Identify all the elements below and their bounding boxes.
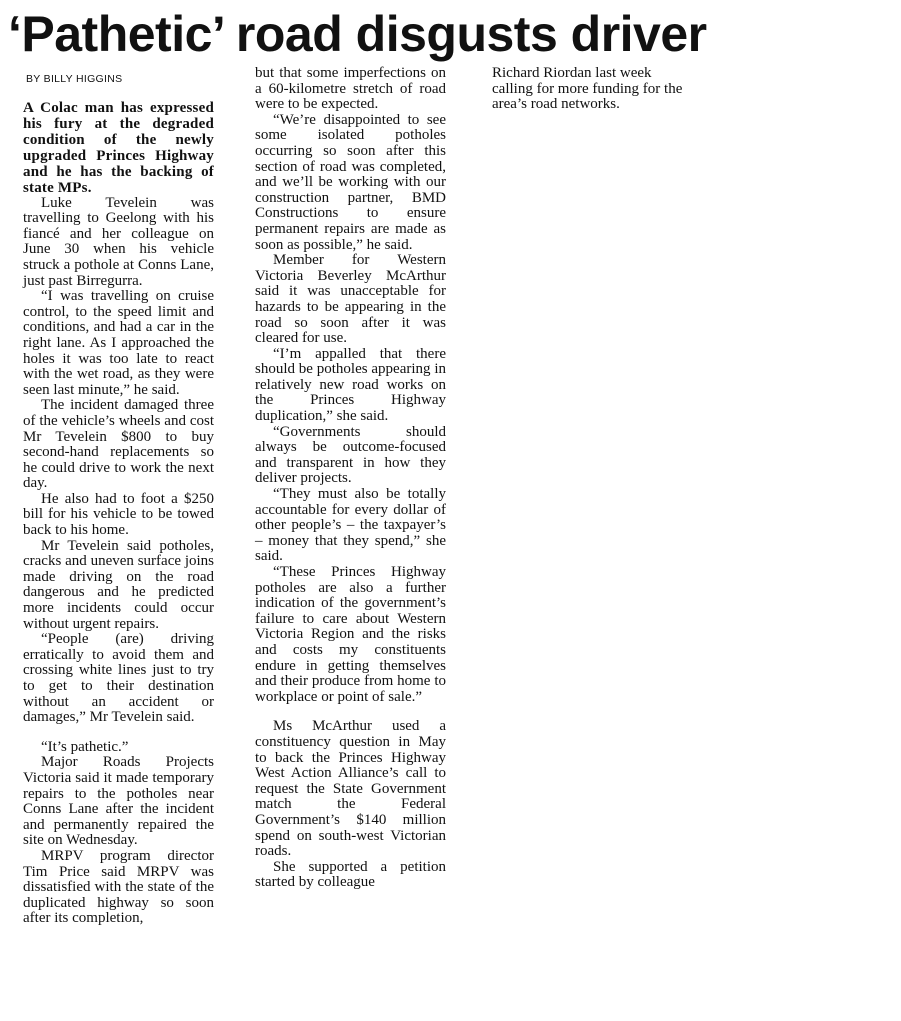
paragraph: “People (are) driving erratically to avoid them and crossing white lines just to try to get to their destination without an accident or damages,” Mr Tevelein said.: [23, 631, 214, 726]
paragraph: “I’m appalled that there should be potholes appearing in relatively new road works on the Princes Highway duplication,” she said.: [255, 345, 446, 425]
paragraph: “I was travelling on cruise control, to the speed limit and conditions, and had a car in the right lane. As I approached the holes it was too late to react with the wet road, as they were seen last minute,” he said.: [23, 288, 214, 398]
paragraph: Luke Tevelein was travelling to Geelong with his fiancé and her colleague on June 30 when his vehicle struck a pothole at Conns Lane, just past Birregurra.: [23, 194, 214, 289]
byline: BY BILLY HIGGINS: [26, 73, 123, 85]
paragraph: Member for Western Victoria Beverley McArthur said it was unacceptable for hazards to be appearing in the road so soon after it was cleared for use.: [255, 252, 446, 347]
paragraph: “Governments should always be outcome-focused and transparent in how they deliver projects.: [255, 423, 446, 487]
paragraph: She supported a petition started by colleague: [255, 858, 446, 891]
headline: ‘Pathetic’ road disgusts driver: [8, 6, 707, 62]
paragraph: The incident damaged three of the vehicle’s wheels and cost Mr Tevelein $800 to buy second-hand replacements so he could drive to work the next day.: [23, 397, 214, 492]
paragraph: He also had to foot a $250 bill for his vehicle to be towed back to his home.: [23, 490, 214, 539]
paragraph: Ms McArthur used a constituency question in May to back the Princes Highway West Action Alliance’s call to request the State Government match the Federal Government’s $140 million spend on south-west Victorian roads.: [255, 718, 446, 860]
column-2: [255, 66, 446, 891]
paragraph: “It’s pathetic.”: [41, 738, 129, 755]
lede: A Colac man has expressed his fury at the degraded condition of the newly upgraded Princes Highway and he has the backing of state MPs.: [23, 99, 214, 196]
paragraph: “We’re disappointed to see some isolated potholes occurring so soon after this section of road was completed, and we’ll be working with our construction partner, BMD Constructions to ensure permanent repairs are made as soon as possible,” he said.: [255, 111, 446, 253]
paragraph: but that some imperfections on a 60-kilometre stretch of road were to be expected.: [255, 65, 446, 113]
paragraph: Major Roads Projects Victoria said it made temporary repairs to the potholes near Conns Lane after the incident and permanently repaired the site on Wednesday.: [23, 754, 214, 849]
paragraph: Richard Riordan last week calling for more funding for the area’s road networks.: [492, 65, 683, 113]
paragraph: Mr Tevelein said potholes, cracks and uneven surface joins made driving on the road dangerous and he predicted more incidents could occur without urgent repairs.: [23, 537, 214, 632]
column-3: [492, 66, 683, 113]
paragraph: “These Princes Highway potholes are also a further indication of the government’s failure to care about Western Victoria Region and the risks and costs my constituents endure in getting themselves and their produce from home to workplace or point of sale.”: [255, 564, 446, 705]
paragraph: MRPV program director Tim Price said MRPV was dissatisfied with the state of the duplicated highway so soon after its completion,: [23, 847, 214, 927]
column-1: [23, 72, 214, 927]
paragraph: “They must also be totally accountable for every dollar of other people’s – the taxpayer’s – money that they spend,” she said.: [255, 486, 446, 565]
